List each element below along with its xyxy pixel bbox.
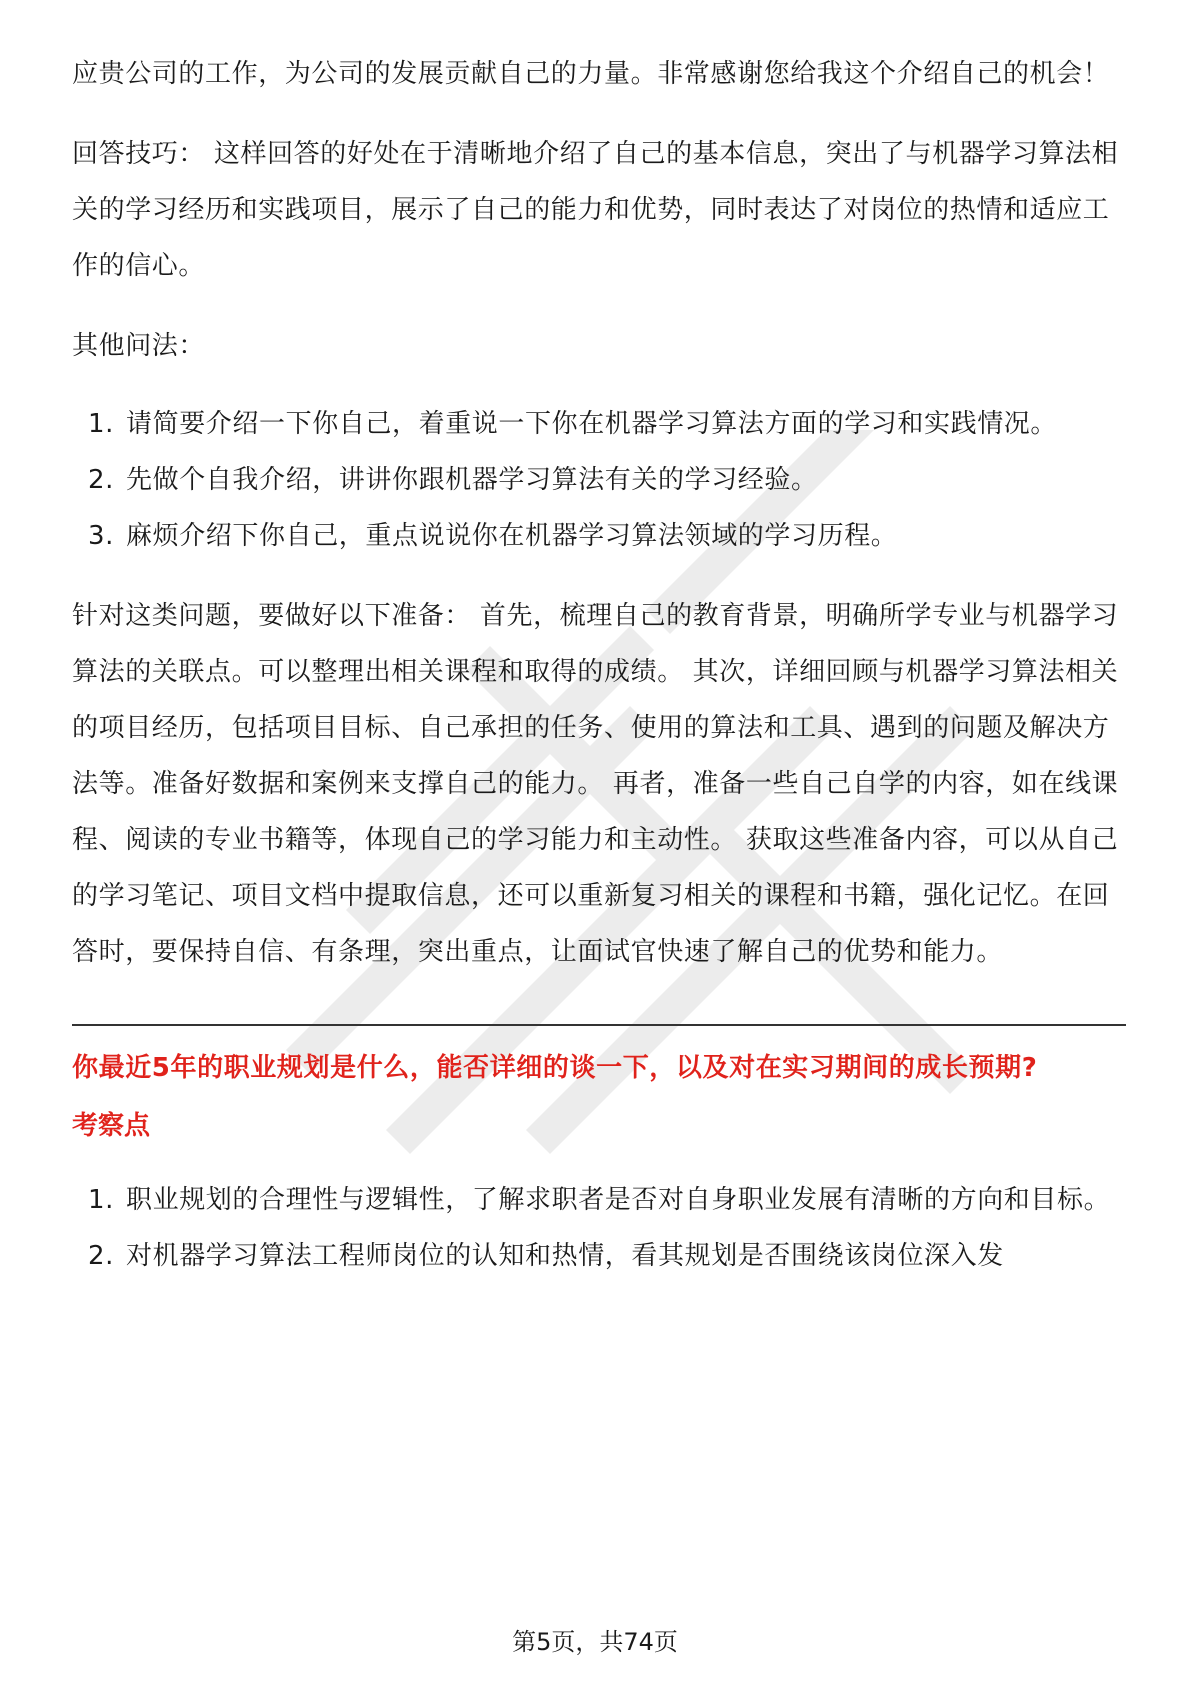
page-number-footer: 第5页，共74页 xyxy=(512,1628,678,1656)
list-item-text: 请简要介绍一下你自己，着重说一下你在机器学习算法方面的学习和实践情况。 xyxy=(126,409,1058,439)
list-item xyxy=(72,1228,1122,1284)
assessment-points-label: 考察点 xyxy=(72,1111,151,1141)
intro-ending-paragraph: 应贵公司的工作，为公司的发展贡献自己的力量。非常感谢您给我这个介绍自己的机会！ xyxy=(72,59,1110,89)
list-number: 2. xyxy=(88,1241,115,1271)
assessment-points-list xyxy=(72,1172,1122,1284)
list-number: 2. xyxy=(88,465,115,495)
list-item-text: 对机器学习算法工程师岗位的认知和热情，看其规划是否围绕该岗位深入发 xyxy=(126,1241,1004,1271)
list-number: 1. xyxy=(88,1185,115,1215)
list-item-text: 先做个自我介绍，讲讲你跟机器学习算法有关的学习经验。 xyxy=(126,465,818,495)
other-questions-list xyxy=(72,396,1122,564)
preparation-paragraph: 针对这类问题，要做好以下准备： 首先，梳理自己的教育背景，明确所学专业与机器学习算法的关联点。可以整理出相关课程和取得的成绩。 其次，详细回顾与机器学习算法相关的项目经历，包括项目目标、自己承担的任务、使用的算法和工具、遇到的问题及解决方法等。准备好数据和案例来支撑自己的能力。 再者，准备一些自己自学的内容，如在线课程、阅读的专业书籍等，体现自己的学习能力和主动性。 获取这些准备内容，可以从自己的学习笔记、项目文档中提取信息，还可以重新复习相关的课程和书籍，强化记忆。在回答时，要保持自信、有条理，突出重点，让面试官快速了解自己的优势和能力。 xyxy=(72,601,1119,967)
list-item xyxy=(72,452,1122,508)
list-item xyxy=(72,508,1122,564)
page-content xyxy=(72,46,1122,1284)
list-item-text: 职业规划的合理性与逻辑性，了解求职者是否对自身职业发展有清晰的方向和目标。 xyxy=(126,1185,1111,1215)
list-item xyxy=(72,1172,1122,1228)
list-item-text: 麻烦介绍下你自己，重点说说你在机器学习算法领域的学习历程。 xyxy=(126,521,898,551)
answer-tip-paragraph: 回答技巧： 这样回答的好处在于清晰地介绍了自己的基本信息，突出了与机器学习算法相关的学习经历和实践项目，展示了自己的能力和优势，同时表达了对岗位的热情和适应工作的信心。 xyxy=(72,139,1119,281)
list-number: 3. xyxy=(88,521,115,551)
question-title: 你最近5年的职业规划是什么，能否详细的谈一下，以及对在实习期间的成长预期? xyxy=(72,1053,1038,1083)
other-questions-label: 其他问法： xyxy=(72,331,206,361)
list-item xyxy=(72,396,1122,452)
list-number: 1. xyxy=(88,409,115,439)
